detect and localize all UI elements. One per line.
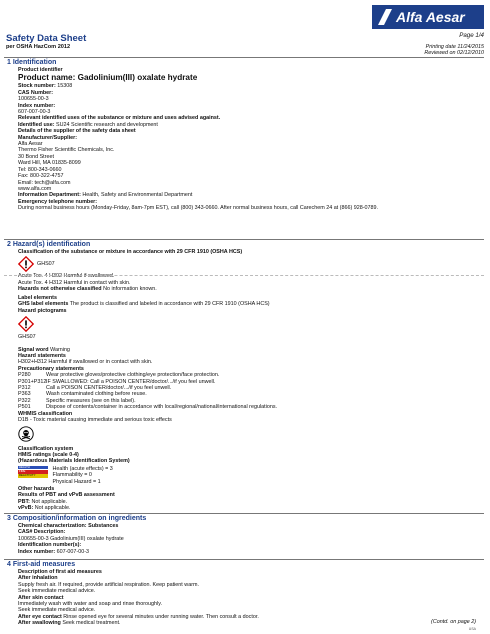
hmis-reactivity-bar: REACTIVITY — [18, 474, 48, 478]
info-dept-label: Information Department: — [18, 192, 81, 199]
pbt-label: Results of PBT and vPvB assessment — [18, 492, 115, 499]
print-dates — [424, 44, 484, 56]
p-code: P280 — [18, 372, 31, 379]
precautionary-label: Precautionary statements — [18, 365, 84, 372]
p-code: P301+P312 — [18, 378, 47, 385]
alfa-aesar-logo — [372, 3, 484, 31]
info-dept: Health, Safety and Environmental Department — [82, 192, 193, 199]
after-skin-contact-label: After skin contact — [18, 594, 64, 601]
after-inhalation-label: After inhalation — [18, 575, 58, 582]
p-code: P363 — [18, 391, 31, 398]
section-4-body — [18, 569, 484, 627]
eye-text: Rinse opened eye for several minutes under running water. Then consult a doctor. — [63, 613, 259, 620]
exclamation-mark-pictogram-icon — [18, 256, 34, 272]
cas-description: 100655-00-3 Gadolinium(III) oxalate hydrate — [18, 535, 124, 542]
vpvb-value: Not applicable. — [34, 504, 71, 511]
address-line: Alfa Aesar — [18, 141, 43, 148]
swallow-text: Seek medical treatment. — [62, 620, 121, 627]
whmis-symbol-holder — [18, 424, 484, 446]
classification-system-label: Classification system — [18, 445, 74, 452]
hazard-statement: H302+H312 Harmful if swallowed or in contact with skin. — [18, 359, 153, 366]
identified-use: SU24 Scientific research and development — [56, 121, 158, 128]
section-3-body — [18, 523, 484, 555]
printing-date: Printing date 11/24/2015 — [425, 44, 484, 50]
stock-label: Stock number: — [18, 83, 56, 90]
signal-word-label: Signal word — [18, 346, 49, 353]
chemical-characterization: Chemical characterization: Substances — [18, 523, 119, 529]
continued-note: (Contd. on page 2) — [431, 619, 476, 625]
not-classified: No information known. — [103, 286, 157, 293]
vpvb-key: vPvB: — [18, 504, 34, 511]
product-name: Gadolinium(III) oxalate hydrate — [77, 73, 198, 83]
ghs-label: The product is classified and labeled in accordance with 29 CFR 1910 (OSHA HCS) — [69, 301, 270, 308]
p-text: Wash contaminated clothing before reuse. — [46, 391, 147, 398]
fax: Fax: 800-322-4757 — [18, 173, 64, 180]
identified-use-label: Identified use: — [18, 121, 55, 128]
emergency-text: During normal business hours (Monday-Friday, 8am-7pm EST), call (800) 343-0660. After normal business hours, call Carechem 24 at (866) 928-0789. — [18, 205, 379, 212]
reviewed-date: Reviewed on 02/12/2010 — [424, 50, 484, 56]
document-subtitle: per OSHA HazCom 2012 — [6, 44, 71, 50]
cas-number: 100655-00-3 — [18, 96, 49, 103]
pbt-value: Not applicable. — [31, 498, 68, 505]
p-text: Dispose of contents/container in accordance with local/regional/national/international regulations. — [46, 404, 278, 411]
skull-crossbones-icon — [18, 426, 34, 442]
pictograms-label: Hazard pictograms — [18, 307, 67, 314]
p-text: Specific measures (see on this label). — [46, 397, 136, 404]
ghs07-code-b: GHS07 — [18, 334, 36, 341]
section-2-body — [18, 249, 484, 293]
section-1-body — [18, 67, 484, 212]
inhalation-text: Supply fresh air. If required, provide artificial respiration. Keep patient warm. — [18, 581, 199, 588]
pbt-key: PBT: — [18, 498, 30, 505]
hazard-statements-label: Hazard statements — [18, 353, 66, 360]
p-code: P501 — [18, 404, 31, 411]
logo-text: Alfa Aesar — [396, 9, 465, 25]
ghs07-row-a — [18, 255, 484, 273]
hmis-values — [53, 466, 113, 485]
other-hazards-label: Other hazards — [18, 485, 55, 492]
ghs07-code: GHS07 — [37, 261, 55, 268]
address-line: Thermo Fisher Scientific Chemicals, Inc. — [18, 147, 115, 154]
manufacturer-label: Manufacturer/Supplier: — [18, 134, 78, 141]
telephone: Tel: 800-343-0660 — [18, 166, 62, 173]
page-number: Page 1/4 — [459, 32, 484, 39]
hmis-fire: Flammability = 0 — [52, 472, 92, 479]
classification-1: Acute Tox. 4 H302 Harmful if swallowed. — [18, 273, 115, 280]
classification-2: Acute Tox. 4 H312 Harmful in contact with skin. — [18, 279, 131, 286]
address-line: Ward Hill, MA 01835-8099 — [18, 160, 81, 167]
document-title: Safety Data Sheet — [6, 33, 87, 44]
section-4-heading: 4 First-aid measures — [4, 559, 484, 568]
uses-label: Relevant identified uses of the substance or mixture and uses advised against. — [18, 115, 221, 122]
address-line: 30 Bond Street — [18, 153, 54, 160]
exclamation-mark-pictogram-icon — [18, 316, 34, 332]
whmis-text: D1B - Toxic material causing immediate and serious toxic effects — [18, 417, 172, 424]
product-identifier-label: Product identifier — [18, 67, 63, 73]
stock-number: 15308 — [57, 83, 73, 90]
after-swallowing-label: After swallowing — [18, 620, 61, 627]
product-name-label: Product name: — [18, 73, 76, 83]
website-link[interactable]: www.alfa.com — [18, 185, 52, 192]
pictogram-holder — [18, 314, 484, 334]
p-text: Call a POISON CENTER/doctor/.../if you feel unwell. — [46, 385, 172, 392]
product-name-row — [18, 73, 484, 83]
skin-text: Immediately wash with water and soap and rinse thoroughly. — [18, 601, 163, 608]
hmis-fire-bar: FIRE — [18, 470, 48, 474]
skin-text-2: Seek immediate medical advice. — [18, 607, 96, 614]
cas-label: CAS Number: — [18, 89, 54, 96]
section-1-heading: 1 Identification — [4, 57, 484, 66]
p-text: IF SWALLOWED: Call a POISON CENTER/doctor/.../if you feel unwell. — [46, 378, 216, 385]
hmis-block — [18, 466, 484, 486]
p-code: P322 — [18, 397, 31, 404]
label-elements-label: Label elements — [18, 295, 57, 301]
index-number: 607-007-00-3 — [56, 548, 90, 555]
first-aid-description-label: Description of first aid measures — [18, 569, 102, 575]
label-elements-body — [18, 295, 484, 511]
supplier-label: Details of the supplier of the safety data sheet — [18, 128, 136, 135]
hmis-health: Health (acute effects) = 3 — [52, 465, 113, 472]
section-3-heading: 3 Composition/information on ingredients — [4, 513, 484, 522]
cas-description-label: CAS# Description: — [18, 529, 66, 536]
index-number-label: Index number: — [18, 548, 56, 555]
p-code: P312 — [18, 385, 31, 392]
not-classified-label: Hazards not otherwise classified — [18, 286, 102, 293]
classification-label: Classification of the substance or mixture in accordance with 29 CFR 1910 (OSHA HCS) — [18, 249, 243, 255]
whmis-label: WHMIS classification — [18, 410, 73, 417]
section-2-heading: 2 Hazard(s) identification — [4, 239, 484, 248]
divider — [4, 275, 484, 276]
emergency-label: Emergency telephone number: — [18, 198, 98, 205]
signal-word: Warning — [50, 346, 70, 353]
hmis-sub: (Hazardous Materials Identification System) — [18, 458, 130, 465]
index-label: Index number: — [18, 102, 56, 109]
hmis-rating-table — [18, 466, 48, 479]
logo-graphic — [372, 3, 484, 31]
hmis-physical: Physical Hazard = 1 — [52, 478, 101, 485]
inhalation-text-2: Seek immediate medical advice. — [18, 588, 96, 595]
after-eye-contact-label: After eye contact — [18, 613, 62, 620]
index-number: 607-007-00-3 — [18, 109, 51, 116]
identification-numbers-label: Identification number(s): — [18, 542, 82, 549]
email-link[interactable]: Email: tech@alfa.com — [18, 179, 71, 186]
hmis-label: HMIS ratings (scale 0-4) — [18, 451, 79, 458]
ghs-label-label: GHS label elements — [18, 301, 69, 308]
region-label: USA — [468, 627, 476, 631]
hmis-health-bar: HEALTH — [18, 466, 48, 470]
p-text: Wear protective gloves/protective clothing/eye protection/face protection. — [46, 372, 220, 379]
